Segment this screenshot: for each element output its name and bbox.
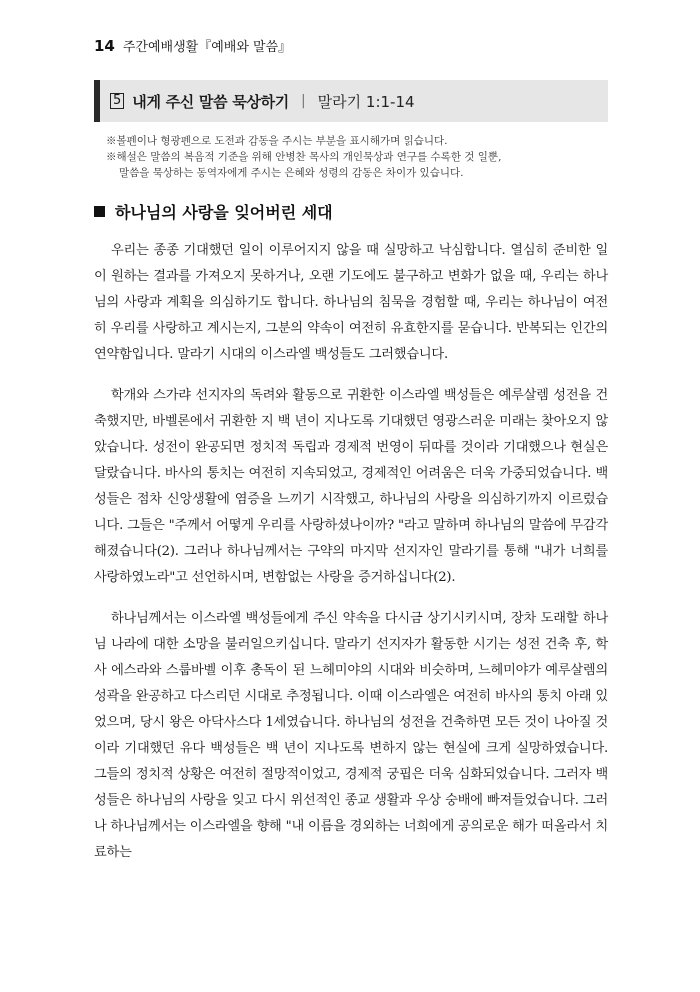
section-header-bar bbox=[94, 80, 608, 122]
subheading bbox=[94, 200, 333, 223]
subheading-text: 하나님의 사랑을 잊어버린 세대 bbox=[115, 203, 333, 222]
book-title: 주간예배생활『예배와 말씀』 bbox=[122, 40, 292, 55]
section-number-badge: 5 bbox=[110, 93, 124, 109]
running-head bbox=[94, 36, 291, 55]
reading-notes bbox=[106, 133, 606, 181]
note-line: 말씀을 묵상하는 동역자에게 주시는 은혜와 성령의 감동은 차이가 있습니다. bbox=[119, 167, 464, 179]
note-line: ※해설은 말씀의 복음적 기준을 위해 안병찬 목사의 개인묵상과 연구를 수록한 것 일뿐, bbox=[106, 151, 502, 163]
title-separator: | bbox=[300, 93, 306, 109]
page-number: 14 bbox=[94, 37, 115, 55]
paragraph: 학개와 스가랴 선지자의 독려와 활동으로 귀환한 이스라엘 백성들은 예루살렘 성전을 건축했지만, 바벨론에서 귀환한 지 백 년이 지나도록 기대했던 영광스러운 미래는 찾아오지 않았습니다. 성전이 완공되면 정치적 독립과 경제적 번영이 뒤따를 것이라 기대했으나 현실은 달랐습니다. 바사의 통치는 여전히 지속되었고, 경제적인 어려움은 더욱 가중되었습니다. 백성들은 점차 신앙생활에 염증을 느끼기 시작했고, 하나님의 사랑을 의심하기까지 이르렀습니다. 그들은 "주께서 어떻게 우리를 사랑하셨나이까? "라고 말하며 하나님의 말씀에 무감각해졌습니다(2). 그러나 하나님께서는 구약의 마지막 선지자인 말라기를 통해 "내가 너희를 사랑하였노라"고 선언하시며, 변함없는 사랑을 증거하십니다(2). bbox=[94, 388, 608, 585]
section-title: 내게 주신 말씀 묵상하기 bbox=[132, 92, 289, 111]
square-bullet-icon bbox=[94, 206, 105, 217]
scripture-reference: 말라기 1:1-14 bbox=[317, 92, 415, 111]
paragraph: 하나님께서는 이스라엘 백성들에게 주신 약속을 다시금 상기시키시며, 장차 도래할 하나님 나라에 대한 소망을 불러일으키십니다. 말라기 선지자가 활동한 시기는 성전 건축 후, 학사 에스라와 스룹바벨 이후 총독이 된 느헤미야의 시대와 비슷하며, 느헤미야가 예루살렘의 성곽을 완공하고 다스리던 시대로 추정됩니다. 이때 이스라엘은 여전히 바사의 통치 아래 있었으며, 당시 왕은 아닥사스다 1세였습니다. 하나님의 성전을 건축하면 모든 것이 나아질 것이라 기대했던 유다 백성들은 백 년이 지나도록 변하지 않는 현실에 크게 실망하였습니다. 그들의 정치적 상황은 여전히 절망적이었고, 경제적 궁핍은 더욱 심화되었습니다. 그러자 백성들은 하나님의 사랑을 잊고 다시 위선적인 종교 생활과 우상 숭배에 빠져들었습니다. 그러나 하나님께서는 이스라엘을 향해 "내 이름을 경외하는 너희에게 공의로운 해가 떠올라서 치료하는 bbox=[94, 611, 608, 860]
paragraph: 우리는 종종 기대했던 일이 이루어지지 않을 때 실망하고 낙심합니다. 열심히 준비한 일이 원하는 결과를 가져오지 못하거나, 오랜 기도에도 불구하고 변화가 없을 때, 우리는 하나님의 사랑과 계획을 의심하기도 합니다. 하나님의 침묵을 경험할 때, 우리는 하나님이 여전히 우리를 사랑하고 계시는지, 그분의 약속이 여전히 유효한지를 묻습니다. 반복되는 인간의 연약함입니다. 말라기 시대의 이스라엘 백성들도 그러했습니다. bbox=[94, 243, 608, 362]
note-line: ※볼펜이나 형광펜으로 도전과 감동을 주시는 부분을 표시해가며 읽습니다. bbox=[106, 135, 448, 147]
body-text bbox=[94, 238, 608, 881]
